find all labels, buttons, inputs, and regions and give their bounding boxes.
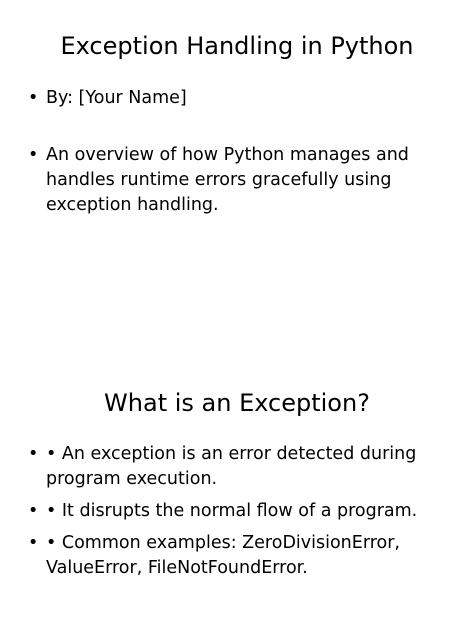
bullet-dot-icon: • xyxy=(28,145,39,165)
bullet-definition xyxy=(0,442,474,492)
slide-title: Exception Handling in Python xyxy=(60,32,414,60)
bullet-dot-icon: • xyxy=(28,88,39,108)
slide-2 xyxy=(0,316,474,632)
bullet-text: • An exception is an error detected during program execution. xyxy=(46,444,417,489)
slide-title: What is an Exception? xyxy=(104,389,370,417)
bullet-overview xyxy=(0,143,474,218)
bullet-examples xyxy=(0,531,474,581)
bullet-text: • Common examples: ZeroDivisionError, ValueError, FileNotFoundError. xyxy=(46,533,400,578)
bullet-text: By: [Your Name] xyxy=(46,88,187,108)
bullet-text: • It disrupts the normal flow of a program. xyxy=(46,501,418,521)
bullet-disruption xyxy=(0,499,474,524)
bullet-dot-icon: • xyxy=(28,444,39,464)
bullet-author xyxy=(0,86,474,111)
bullet-dot-icon: • xyxy=(28,533,39,553)
bullet-text: An overview of how Python manages and handles runtime errors gracefully using exception handling. xyxy=(46,145,409,215)
bullet-list xyxy=(0,86,474,218)
bullet-list xyxy=(0,442,474,581)
bullet-dot-icon: • xyxy=(28,501,39,521)
